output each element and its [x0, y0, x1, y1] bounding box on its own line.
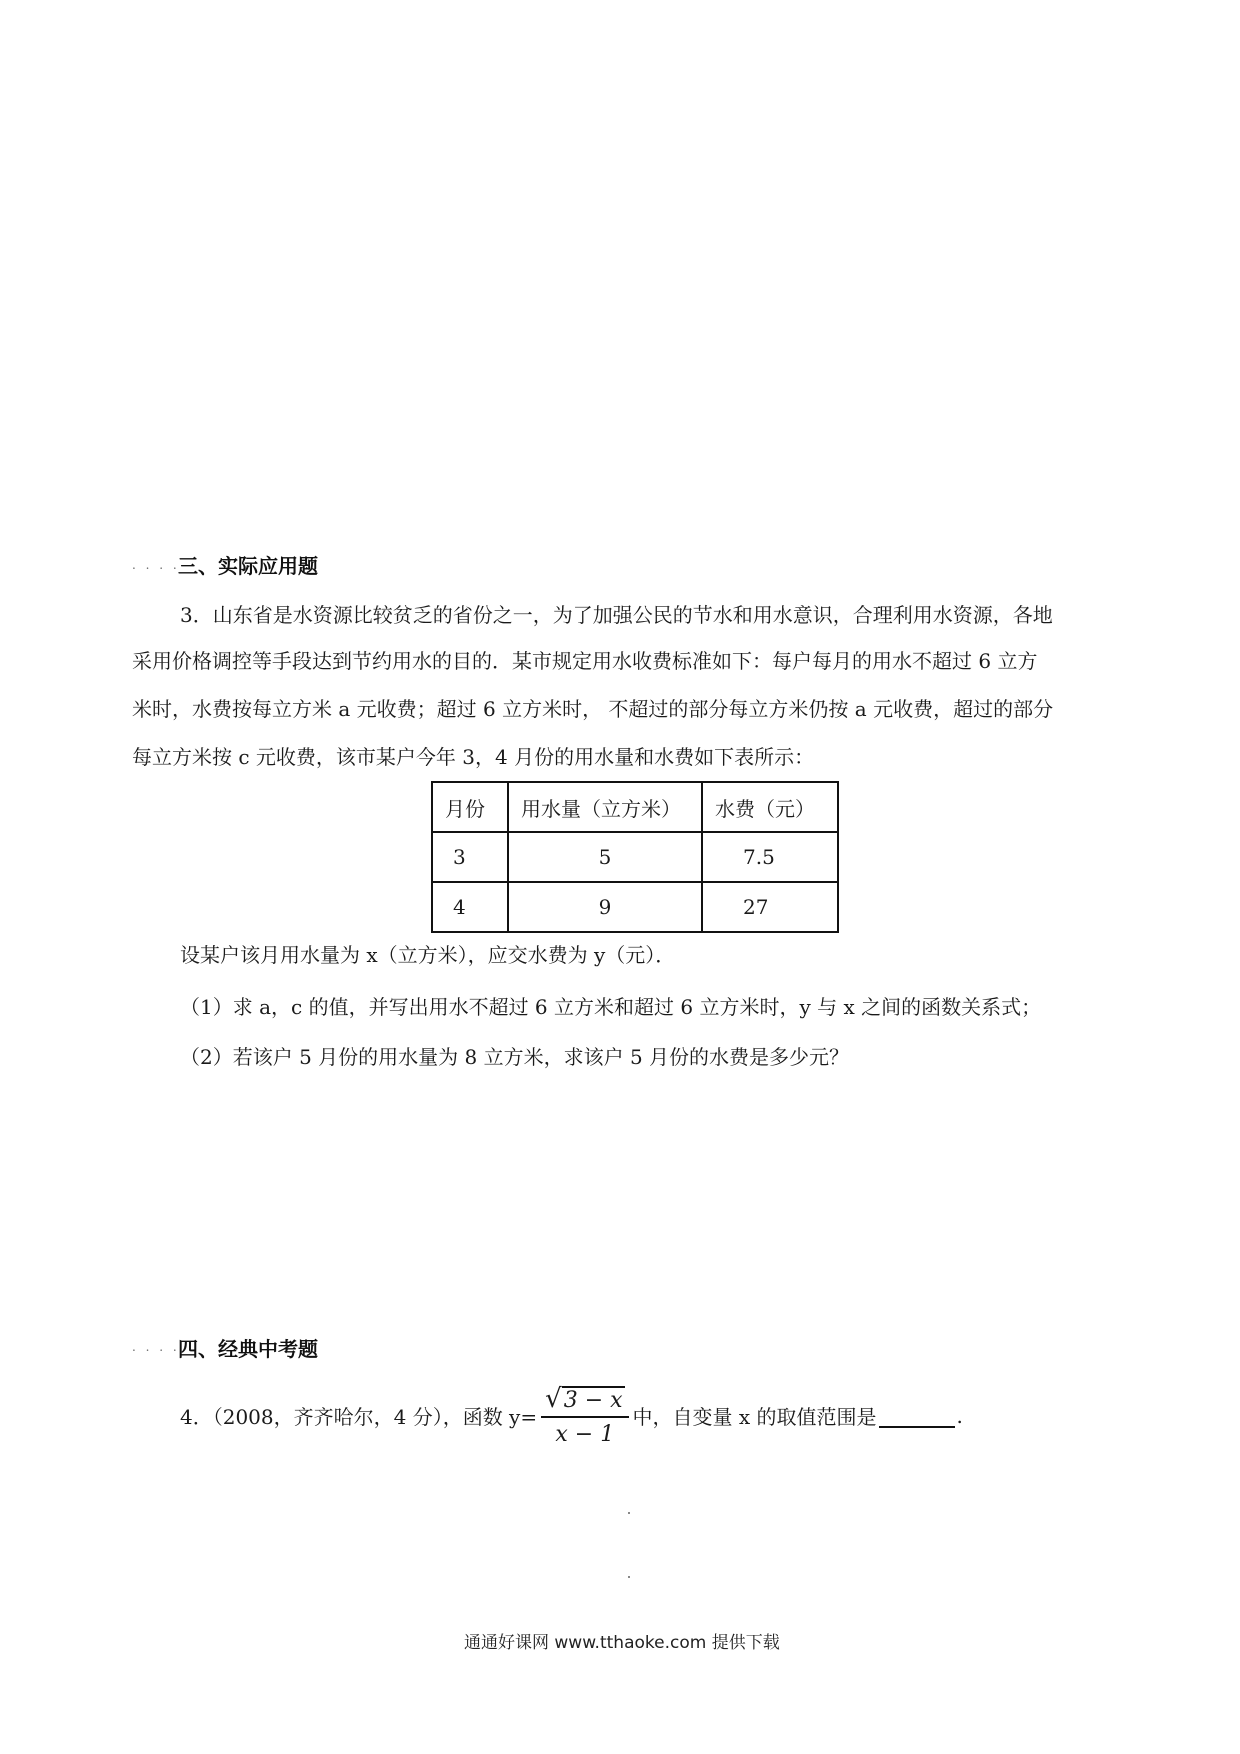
sqrt-radicand: 3 − x — [563, 1388, 623, 1413]
cell-usage: 5 — [508, 832, 702, 882]
header-water-fee: 水费（元） — [702, 782, 838, 832]
fraction — [541, 1384, 628, 1447]
problem-3-line-2: 采用价格调控等手段达到节约用水的目的．某市规定用水收费标准如下：每户每月的用水不超过 6 立方 — [132, 649, 1038, 673]
table-header-row — [432, 782, 838, 832]
cell-fee: 7.5 — [702, 832, 838, 882]
problem-3-line-1: 3．山东省是水资源比较贫乏的省份之一，为了加强公民的节水和用水意识，合理利用水资源，各地 — [180, 603, 1053, 627]
sqrt-icon: √ — [545, 1384, 562, 1414]
table-row — [432, 882, 838, 932]
fraction-denominator: x − 1 — [541, 1416, 628, 1447]
problem-3-line-3: 米时，水费按每立方米 a 元收费；超过 6 立方米时， 不超过的部分每立方米仍按 a 元收费，超过的部分 — [132, 697, 1054, 721]
problem-4-suffix: 中，自变量 x 的取值范围是 — [632, 1405, 877, 1429]
problem-4 — [180, 1384, 963, 1447]
problem-3-line-4: 每立方米按 c 元收费，该市某户今年 3，4 月份的用水量和水费如下表所示： — [132, 745, 815, 769]
problem-4-end: . — [956, 1403, 963, 1428]
cell-fee: 27 — [702, 882, 838, 932]
water-fee-table — [431, 781, 839, 933]
header-water-usage: 用水量（立方米） — [508, 782, 702, 832]
fraction-numerator — [541, 1384, 628, 1416]
problem-4-prefix: 4．（2008，齐齐哈尔，4 分），函数 y= — [180, 1405, 538, 1429]
problem-3-question-1: （1）求 a，c 的值，并写出用水不超过 6 立方米和超过 6 立方米时，y 与 x 之间的函数关系式； — [180, 995, 1042, 1019]
header-month: 月份 — [432, 782, 508, 832]
problem-3-setup: 设某户该月用水量为 x（立方米），应交水费为 y（元）． — [180, 943, 676, 967]
section-3-dots: . . . . — [132, 558, 180, 572]
cell-month: 4 — [432, 882, 508, 932]
cell-month: 3 — [432, 832, 508, 882]
scan-speck — [628, 1512, 630, 1514]
cell-usage: 9 — [508, 882, 702, 932]
section-4-title: 四、经典中考题 — [178, 1337, 318, 1361]
answer-blank[interactable] — [879, 1404, 955, 1428]
footer-text: 通通好课网 www.tthaoke.com 提供下载 — [464, 1633, 780, 1653]
sqrt-expression — [545, 1384, 624, 1414]
section-4-dots: . . . . — [132, 1340, 180, 1354]
scan-speck — [628, 1576, 630, 1578]
section-3-title: 三、实际应用题 — [178, 554, 318, 578]
table-row — [432, 832, 838, 882]
problem-3-question-2: （2）若该户 5 月份的用水量为 8 立方米，求该户 5 月份的水费是多少元？ — [180, 1045, 850, 1069]
